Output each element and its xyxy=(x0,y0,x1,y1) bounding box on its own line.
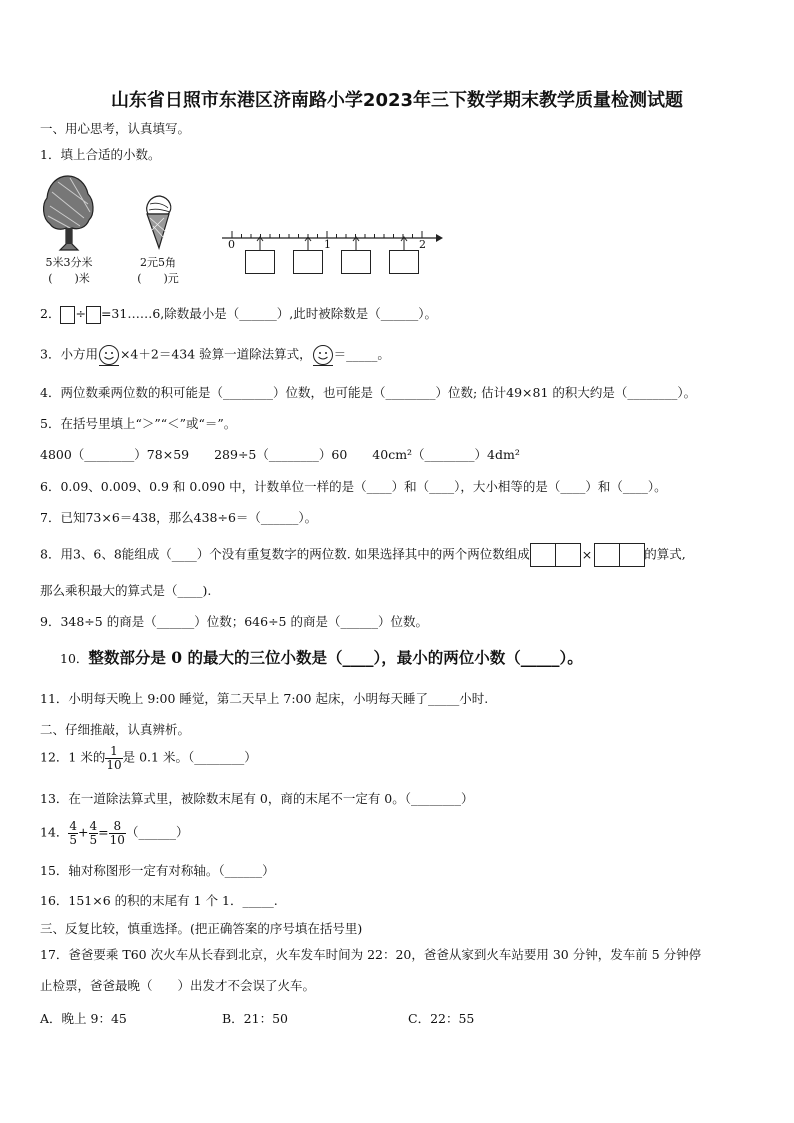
question-6: 6．0.09、0.009、0.9 和 0.090 中，计数单位一样的是（____）和（____），大小相等的是（____）和（____）。 xyxy=(40,479,667,494)
question-2-text: =31……6,除数最小是（______）,此时被除数是（______）。 xyxy=(100,306,437,321)
question-2 xyxy=(40,305,437,324)
question-3-part-b: ×4＋2＝434 验算一道除法算式， xyxy=(119,346,312,362)
section-1-heading: 一、用心思考，认真填写。 xyxy=(40,121,191,136)
question-15: 15．轴对称图形一定有对称轴。（______） xyxy=(40,863,275,878)
question-8-line-2: 那么乘积最大的算式是（____). xyxy=(40,583,212,598)
ice-cream-answer: ( )元 xyxy=(137,272,179,285)
option-a[interactable]: A．晚上 9：45 xyxy=(40,1011,127,1026)
question-5: 5．在括号里填上“＞”“＜”或“＝”。 xyxy=(40,416,237,431)
times-sign: × xyxy=(581,546,593,562)
question-11: 11．小明每天晚上 9:00 睡觉，第二天早上 7:00 起床，小明每天睡了_____小时. xyxy=(40,691,489,706)
numerator: 1 xyxy=(105,745,122,759)
option-c[interactable]: C．22：55 xyxy=(408,1011,475,1026)
tree-answer: ( )米 xyxy=(48,272,90,285)
question-2-number: 2． xyxy=(40,306,61,321)
question-1: 1．填上合适的小数。 xyxy=(40,147,161,162)
question-12-part-a: 12．1 米的 xyxy=(40,749,106,765)
number-line-arrows xyxy=(222,232,444,252)
answer-box-1[interactable] xyxy=(245,250,275,274)
question-14-number: 14． xyxy=(40,824,69,840)
question-3-part-a: 3．小方用 xyxy=(40,346,98,362)
ice-cream-image xyxy=(140,192,176,252)
digit-box-4[interactable] xyxy=(619,543,645,567)
question-14 xyxy=(40,820,188,846)
ice-cream-caption: 2元5角 xyxy=(140,256,176,269)
tree-image xyxy=(40,172,96,252)
question-17: 17．爸爸要乘 T60 次火车从长春到北京，火车发车时间为 22：20，爸爸从家到火车站要用 30 分钟，发车前 5 分钟停 xyxy=(40,947,702,962)
question-5-items: 4800（________）78×59 289÷5（________）60 40cm²（________）4dm² xyxy=(40,447,520,462)
denominator: 5 xyxy=(69,832,78,847)
divide-sign: ÷ xyxy=(75,306,86,321)
fraction-3 xyxy=(109,820,126,846)
section-3-heading: 三、反复比较，慎重选择。(把正确答案的序号填在括号里) xyxy=(40,921,363,936)
smiley-face-icon xyxy=(312,344,334,366)
plus-sign: + xyxy=(78,824,89,840)
digit-box-3[interactable] xyxy=(594,543,620,567)
question-10-text: 整数部分是 0 的最大的三位小数是（____），最小的两位小数（_____）。 xyxy=(88,648,583,667)
question-8-part-b: 的算式, xyxy=(644,546,686,562)
answer-box-4[interactable] xyxy=(389,250,419,274)
tick-label-0: 0 xyxy=(228,238,235,251)
denominator: 10 xyxy=(106,757,122,772)
tick-label-1: 1 xyxy=(324,238,331,251)
numerator: 8 xyxy=(109,820,126,834)
question-4: 4．两位数乘两位数的积可能是（________）位数，也可能是（________）位数; 估计49×81 的积大约是（________）。 xyxy=(40,385,697,400)
question-10-number: 10． xyxy=(60,651,89,666)
digit-box-2[interactable] xyxy=(555,543,581,567)
question-10 xyxy=(60,647,583,669)
numerator: 4 xyxy=(89,819,98,833)
numerator: 4 xyxy=(69,819,78,833)
question-12 xyxy=(40,745,257,771)
fraction-1 xyxy=(68,820,78,846)
question-7: 7．已知73×6＝438，那么438÷6＝（______）。 xyxy=(40,510,318,525)
question-8 xyxy=(40,543,686,567)
question-14-answer: （______） xyxy=(125,824,189,840)
question-12-part-b: 是 0.1 米。（________） xyxy=(122,749,257,765)
denominator: 5 xyxy=(89,832,98,847)
tick-label-2: 2 xyxy=(419,238,426,251)
fraction-2 xyxy=(89,820,99,846)
answer-box-3[interactable] xyxy=(341,250,371,274)
dividend-box[interactable] xyxy=(60,306,75,324)
equals-sign: = xyxy=(98,824,109,840)
option-b[interactable]: B．21：50 xyxy=(222,1011,288,1026)
question-3 xyxy=(40,344,390,366)
question-3-part-c: ＝_____。 xyxy=(333,346,390,362)
fraction-one-tenth xyxy=(105,745,122,771)
denominator: 10 xyxy=(109,832,125,847)
digit-box-1[interactable] xyxy=(530,543,556,567)
answer-box-2[interactable] xyxy=(293,250,323,274)
smiley-face-icon xyxy=(98,344,120,366)
question-17-line-2: 止检票，爸爸最晚（ ）出发才不会误了火车。 xyxy=(40,978,316,993)
question-16: 16．151×6 的积的末尾有 1 个 1．_____. xyxy=(40,893,278,908)
divisor-box[interactable] xyxy=(86,306,101,324)
question-9: 9．348÷5 的商是（______）位数；646÷5 的商是（______）位数。 xyxy=(40,614,428,629)
page-title: 山东省日照市东港区济南路小学2023年三下数学期末教学质量检测试题 xyxy=(110,90,684,111)
section-2-heading: 二、仔细推敲，认真辨析。 xyxy=(40,722,191,737)
question-8-part-a: 8．用3、6、8能组成（____）个没有重复数字的两位数. 如果选择其中的两个两位数组成 xyxy=(40,546,530,562)
question-13: 13．在一道除法算式里，被除数末尾有 0，商的末尾不一定有 0。（________） xyxy=(40,791,474,806)
tree-caption: 5米3分米 xyxy=(45,256,93,269)
